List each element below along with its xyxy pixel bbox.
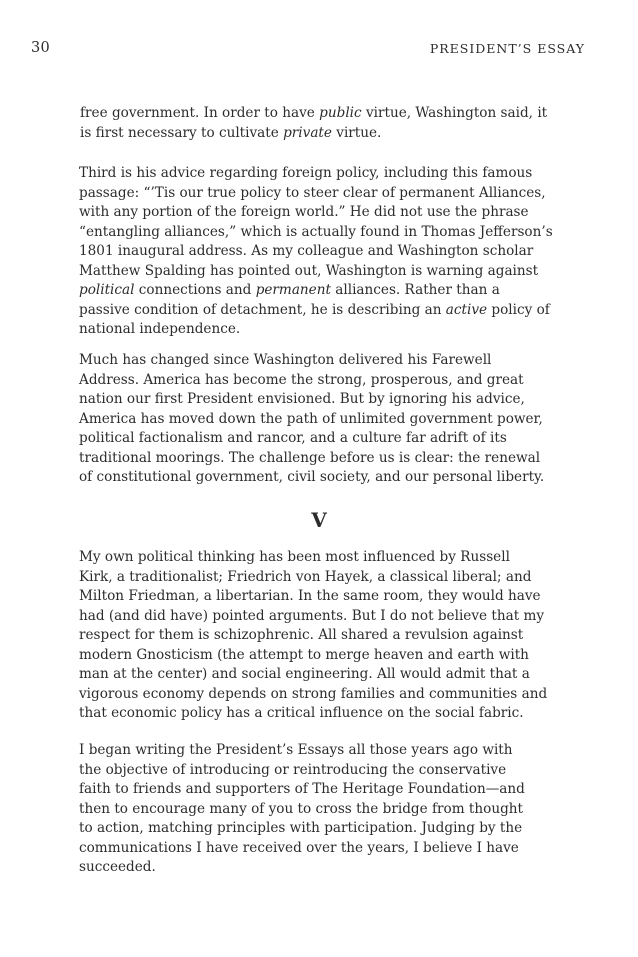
- text-run: man at the center) and social engineering. All would admit that a: [79, 666, 530, 682]
- text-run: passage: “’Tis our true policy to steer clear of permanent Alliances,: [79, 184, 546, 201]
- text-line: [79, 262, 549, 282]
- text-line: [79, 410, 549, 430]
- text-run: “entangling alliances,” which is actually found in Thomas Jefferson’s: [79, 223, 553, 240]
- paragraph-1: [80, 104, 550, 143]
- text-line: [79, 665, 549, 685]
- text-line: [79, 242, 549, 262]
- text-run: that economic policy has a critical influence on the social fabric.: [79, 705, 524, 721]
- text-line: [79, 301, 549, 321]
- text-line: [79, 839, 549, 859]
- section-numeral: V: [311, 508, 327, 532]
- text-line: [79, 587, 549, 607]
- text-line: [79, 371, 549, 391]
- text-run: is first necessary to cultivate: [80, 124, 284, 141]
- text-line: [79, 607, 549, 627]
- page-header: [31, 40, 585, 60]
- text-line: [79, 429, 549, 449]
- page-number: 30: [31, 40, 51, 56]
- text-run: policy of: [487, 301, 550, 318]
- text-line: [79, 281, 549, 301]
- italic-run: political: [79, 282, 135, 298]
- text-run: I began writing the President’s Essays all those years ago with: [79, 742, 513, 758]
- text-line: [79, 646, 549, 666]
- text-line: [79, 568, 549, 588]
- section-heading: [0, 508, 638, 532]
- italic-run: active: [445, 301, 488, 318]
- paragraph-3: [79, 351, 549, 488]
- text-line: [79, 164, 549, 184]
- text-line: [79, 819, 549, 839]
- text-run: of constitutional government, civil society, and our personal liberty.: [79, 469, 545, 485]
- text-run: modern Gnosticism (the attempt to merge heaven and earth with: [79, 646, 529, 663]
- text-line: [79, 685, 549, 705]
- text-run: then to encourage many of you to cross the bridge from thought: [79, 800, 523, 817]
- text-run: alliances. Rather than a: [330, 282, 500, 298]
- text-run: political factionalism and rancor, and a culture far adrift of its: [79, 430, 507, 446]
- text-run: passive condition of detachment, he is describing an: [79, 301, 446, 318]
- paragraph-2: [79, 164, 553, 340]
- text-run: Address. America has become the strong, prosperous, and great: [79, 371, 524, 388]
- text-run: virtue.: [331, 124, 382, 141]
- running-head: PRESIDENT’S ESSAY: [429, 41, 585, 56]
- text-line: [79, 800, 549, 820]
- text-line: [79, 203, 549, 223]
- text-run: the objective of introducing or reintroducing the conservative: [79, 761, 507, 778]
- text-run: Third is his advice regarding foreign policy, including this famous: [79, 165, 533, 181]
- text-run: vigorous economy depends on strong families and communities and: [79, 685, 548, 702]
- text-run: respect for them is schizophrenic. All shared a revulsion against: [79, 627, 524, 643]
- text-line: [80, 124, 550, 144]
- text-run: traditional moorings. The challenge before us is clear: the renewal: [79, 449, 541, 466]
- italic-run: permanent: [255, 282, 331, 298]
- text-run: Milton Friedman, a libertarian. In the same room, they would have: [79, 588, 541, 604]
- text-run: 1801 inaugural address. As my colleague and Washington scholar: [79, 243, 534, 259]
- text-line: [79, 390, 549, 410]
- text-line: [79, 761, 549, 781]
- text-run: had (and did have) pointed arguments. But I do not believe that my: [79, 607, 545, 624]
- text-run: nation our first President envisioned. But by ignoring his advice,: [79, 391, 525, 407]
- text-line: [79, 858, 549, 878]
- text-run: Much has changed since Washington delivered his Farewell: [79, 352, 492, 368]
- text-run: free government. In order to have: [80, 105, 320, 121]
- text-run: America has moved down the path of unlimited government power,: [79, 410, 543, 427]
- text-line: [79, 320, 549, 340]
- text-run: to action, matching principles with participation. Judging by the: [79, 820, 523, 836]
- text-run: My own political thinking has been most influenced by Russell: [79, 549, 510, 565]
- text-line: [79, 704, 549, 724]
- text-run: succeeded.: [79, 859, 156, 875]
- text-line: [79, 223, 553, 243]
- paragraph-4: [79, 548, 549, 724]
- text-line: [79, 351, 549, 371]
- text-run: with any portion of the foreign world.” He did not use the phrase: [79, 204, 529, 220]
- text-run: Matthew Spalding has pointed out, Washington is warning against: [79, 262, 539, 279]
- text-run: Kirk, a traditionalist; Friedrich von Hayek, a classical liberal; and: [79, 568, 532, 585]
- text-line: [79, 184, 549, 204]
- text-line: [79, 468, 549, 488]
- text-line: [79, 626, 549, 646]
- italic-run: public: [319, 105, 362, 121]
- text-run: national independence.: [79, 321, 241, 337]
- italic-run: private: [283, 124, 332, 141]
- text-run: virtue, Washington said, it: [361, 105, 548, 121]
- text-line: [79, 449, 549, 469]
- text-run: communications I have received over the years, I believe I have: [79, 839, 519, 856]
- text-line: [79, 548, 549, 568]
- text-run: connections and: [134, 282, 256, 298]
- text-line: [79, 780, 549, 800]
- text-line: [79, 741, 549, 761]
- text-run: faith to friends and supporters of The Heritage Foundation—and: [79, 781, 525, 797]
- text-line: [80, 104, 550, 124]
- paragraph-5: [79, 741, 549, 878]
